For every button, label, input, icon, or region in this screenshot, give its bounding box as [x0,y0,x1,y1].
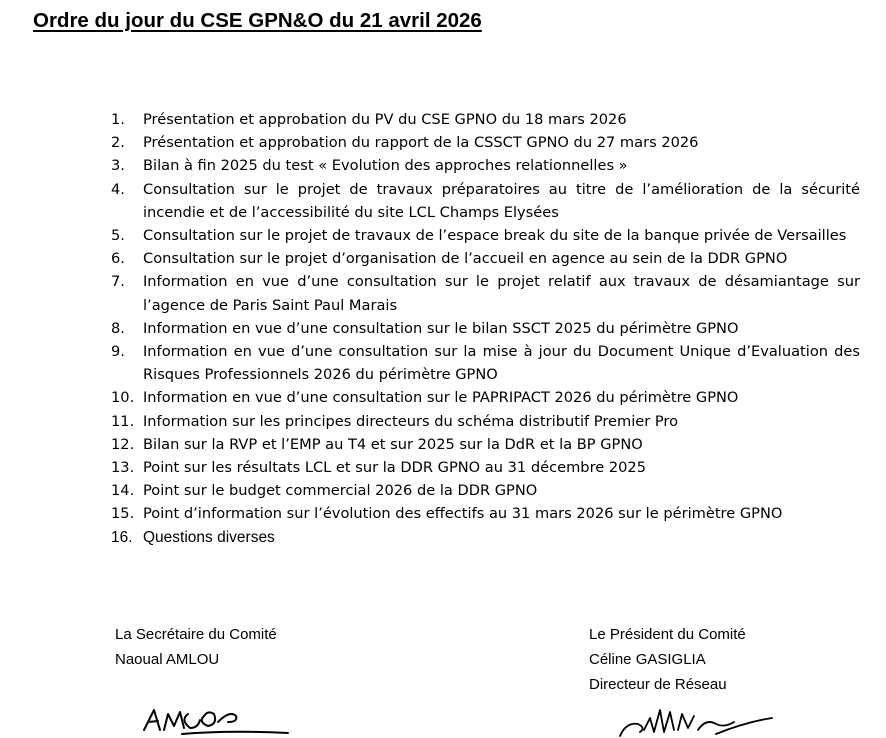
agenda-item-6 [111,247,860,270]
agenda-item-number: 5. [111,227,125,245]
agenda-item-text: Information en vue d’une consultation sur le projet relatif aux travaux de désamiantage sur l’agence de Paris Saint Paul Marais [143,273,860,314]
secretary-role: La Secrétaire du Comité [115,626,277,643]
agenda-item-number: 8. [111,319,125,337]
agenda-item-3 [111,154,860,177]
agenda-item-number: 11. [111,412,135,430]
agenda-item-15 [111,502,860,525]
agenda-item-13 [111,456,860,479]
agenda-item-9 [111,340,860,386]
agenda-item-12 [111,433,860,456]
agenda-item-14 [111,479,860,502]
agenda-item-number: 4. [111,180,125,198]
secretary-handwritten-signature [138,700,298,738]
agenda-item-text: Consultation sur le projet de travaux de l’espace break du site de la banque privée de Versailles [143,227,847,245]
secretary-signature-block [115,622,277,672]
agenda-item-text: Présentation et approbation du PV du CSE GPNO du 18 mars 2026 [143,111,627,128]
agenda-item-number: 3. [111,157,125,175]
agenda-item-8 [111,317,860,340]
agenda-item-number: 7. [111,273,125,291]
president-role: Le Président du Comité [589,626,746,643]
agenda-item-16 [111,526,860,549]
agenda-item-text: Information en vue d’une consultation sur la mise à jour du Document Unique d’Evaluation des Risques Professionnels 2026 du périmètre GPNO [143,343,860,384]
agenda-item-text: Point d’information sur l’évolution des effectifs au 31 mars 2026 sur le périmètre GPNO [143,505,783,523]
agenda-item-10 [111,386,860,409]
agenda-item-number: 6. [111,250,125,268]
secretary-name: Naoual AMLOU [115,651,220,668]
agenda-item-number: 16. [111,528,133,546]
agenda-item-text: Consultation sur le projet de travaux préparatoires au titre de l’amélioration de la sécurité incendie et de l’accessibilité du site LCL Champs Elysées [143,180,860,221]
agenda-item-text: Bilan à fin 2025 du test « Evolution des approches relationnelles » [143,157,628,175]
agenda-list [111,108,860,549]
agenda-item-text: Bilan sur la RVP et l’EMP au T4 et sur 2025 sur la DdR et la BP GPNO [143,435,643,453]
president-name: Céline GASIGLIA [589,651,706,668]
agenda-item-number: 9. [111,343,125,361]
agenda-item-5 [111,224,860,247]
agenda-item-text: Point sur les résultats LCL et sur la DDR GPNO au 31 décembre 2025 [143,459,646,477]
president-signature-block [589,622,746,697]
agenda-item-4 [111,178,860,224]
agenda-item-number: 1. [111,111,125,128]
agenda-item-number: 13. [111,459,135,477]
agenda-item-number: 14. [111,482,135,500]
president-function: Directeur de Réseau [589,676,727,693]
agenda-item-number: 10. [111,389,135,407]
agenda-item-text: Consultation sur le projet d’organisation de l’accueil en agence au sein de la DDR GPNO [143,250,788,268]
agenda-item-text: Information en vue d’une consultation sur le bilan SSCT 2025 du périmètre GPNO [143,319,739,337]
agenda-item-11 [111,410,860,433]
agenda-item-text: Questions diverses [143,528,275,546]
agenda-item-7 [111,270,860,316]
agenda-item-number: 12. [111,435,135,453]
agenda-item-number: 15. [111,505,135,523]
agenda-item-text: Information sur les principes directeurs du schéma distributif Premier Pro [143,412,679,430]
agenda-item-2 [111,131,860,154]
agenda-item-text: Information en vue d’une consultation sur le PAPRIPACT 2026 du périmètre GPNO [143,389,739,407]
agenda-item-text: Point sur le budget commercial 2026 de la DDR GPNO [143,482,538,500]
agenda-item-number: 2. [111,134,125,152]
president-handwritten-signature [616,700,776,738]
agenda-item-1 [111,108,860,131]
agenda-item-text: Présentation et approbation du rapport de la CSSCT GPNO du 27 mars 2026 [143,134,699,152]
page-title: Ordre du jour du CSE GPN&O du 21 avril 2026 [33,9,482,32]
